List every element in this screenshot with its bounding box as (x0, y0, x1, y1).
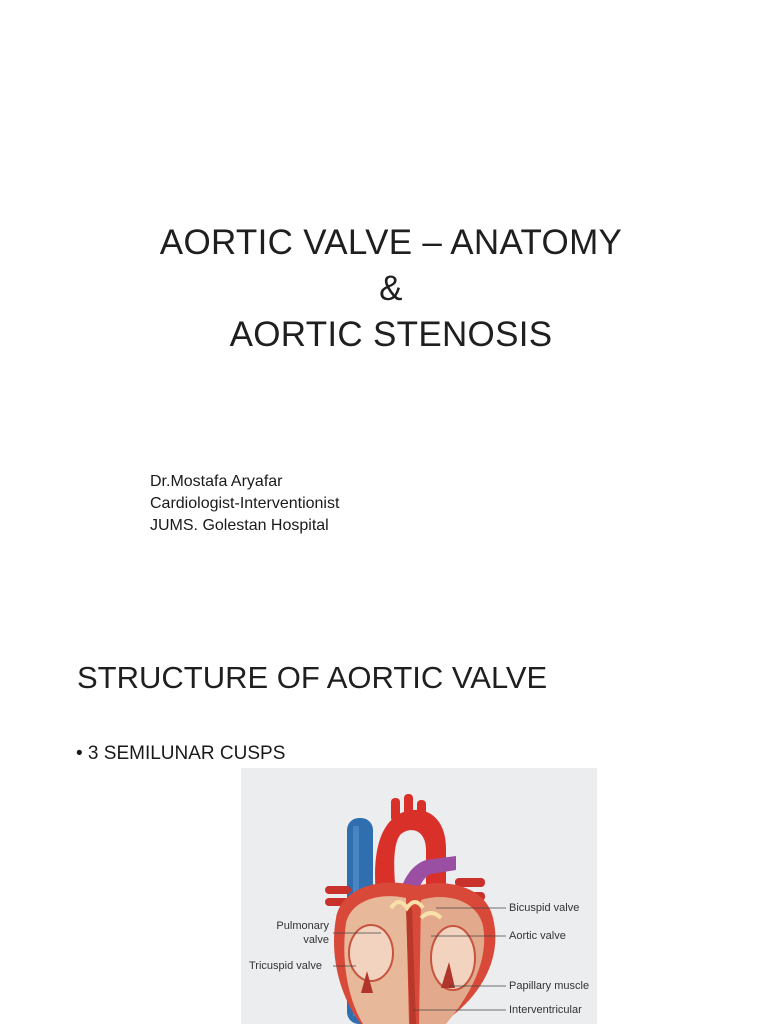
title-line-3: AORTIC STENOSIS (229, 315, 553, 354)
title-line-2: & (379, 269, 403, 308)
author-affiliation: JUMS. Golestan Hospital (150, 517, 329, 534)
label-tricuspid-valve: Tricuspid valve (249, 960, 322, 972)
slide-title (0, 220, 768, 358)
title-line-1: AORTIC VALVE – ANATOMY (159, 223, 623, 262)
label-pulmonary-valve: valve (303, 934, 329, 946)
bullet-item: • 3 SEMILUNAR CUSPS (76, 743, 286, 764)
slide-2-title: STRUCTURE OF AORTIC VALVE (77, 660, 548, 695)
author-block (150, 471, 339, 537)
label-bicuspid-valve: Bicuspid valve (509, 902, 580, 914)
label-aortic-valve: Aortic valve (509, 930, 566, 942)
author-name: Dr.Mostafa Aryafar (150, 473, 283, 490)
label-papillary-muscle: Papillary muscle (509, 980, 590, 992)
label-interventricular: Interventricular (509, 1004, 582, 1016)
heart-anatomy-image (241, 768, 597, 1024)
label-pulmonary: Pulmonary (276, 920, 329, 932)
author-role: Cardiologist-Interventionist (150, 495, 340, 512)
